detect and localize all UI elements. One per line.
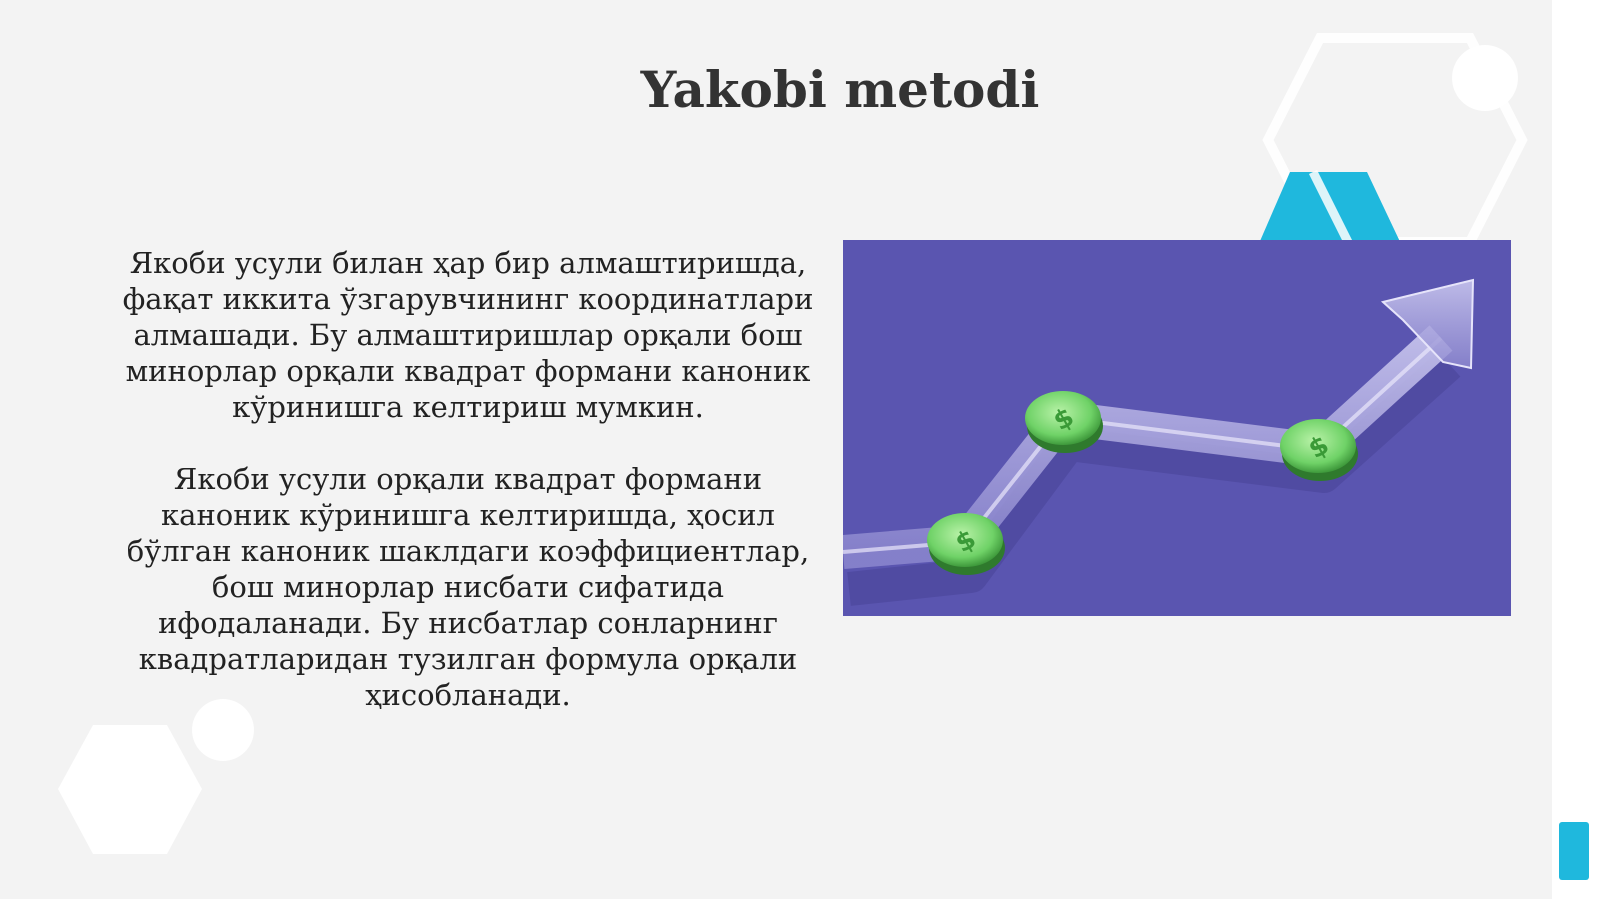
paragraph-1: Якоби усули билан ҳар бир алмаштиришда, фақат иккита ўзгарувчининг координатлари алмашади. Бу алмаштиришлар орқали бош минорлар орқали квадрат формани каноник кўринишга келтириш мумкин. xyxy=(122,246,814,424)
teal-hexagon-decoration xyxy=(1255,170,1405,250)
scrollbar-thumb[interactable] xyxy=(1559,822,1589,880)
coin-3 xyxy=(1280,419,1358,481)
slide-title: Yakobi metodi xyxy=(640,60,1040,119)
coin-1 xyxy=(927,513,1005,575)
paragraph-2: Якоби усули орқали квадрат формани каноник кўринишга келтиришда, ҳосил бўлган каноник шаклдаги коэффициентлар, бош минорлар нисбати сифатида ифодаланади. Бу нисбатлар сонларнинг квадратларидан тузилган формула орқали ҳисобланади. xyxy=(126,462,810,712)
coin-2-symbol: $ xyxy=(1048,402,1080,438)
growth-arrow-image xyxy=(843,240,1511,616)
coin-3-symbol: $ xyxy=(1303,430,1335,466)
coin-2 xyxy=(1025,391,1103,453)
coin-1-symbol: $ xyxy=(950,524,982,560)
circle-decoration-top xyxy=(1445,38,1525,118)
slide-body xyxy=(112,245,824,749)
window-right-gutter xyxy=(1552,0,1600,899)
